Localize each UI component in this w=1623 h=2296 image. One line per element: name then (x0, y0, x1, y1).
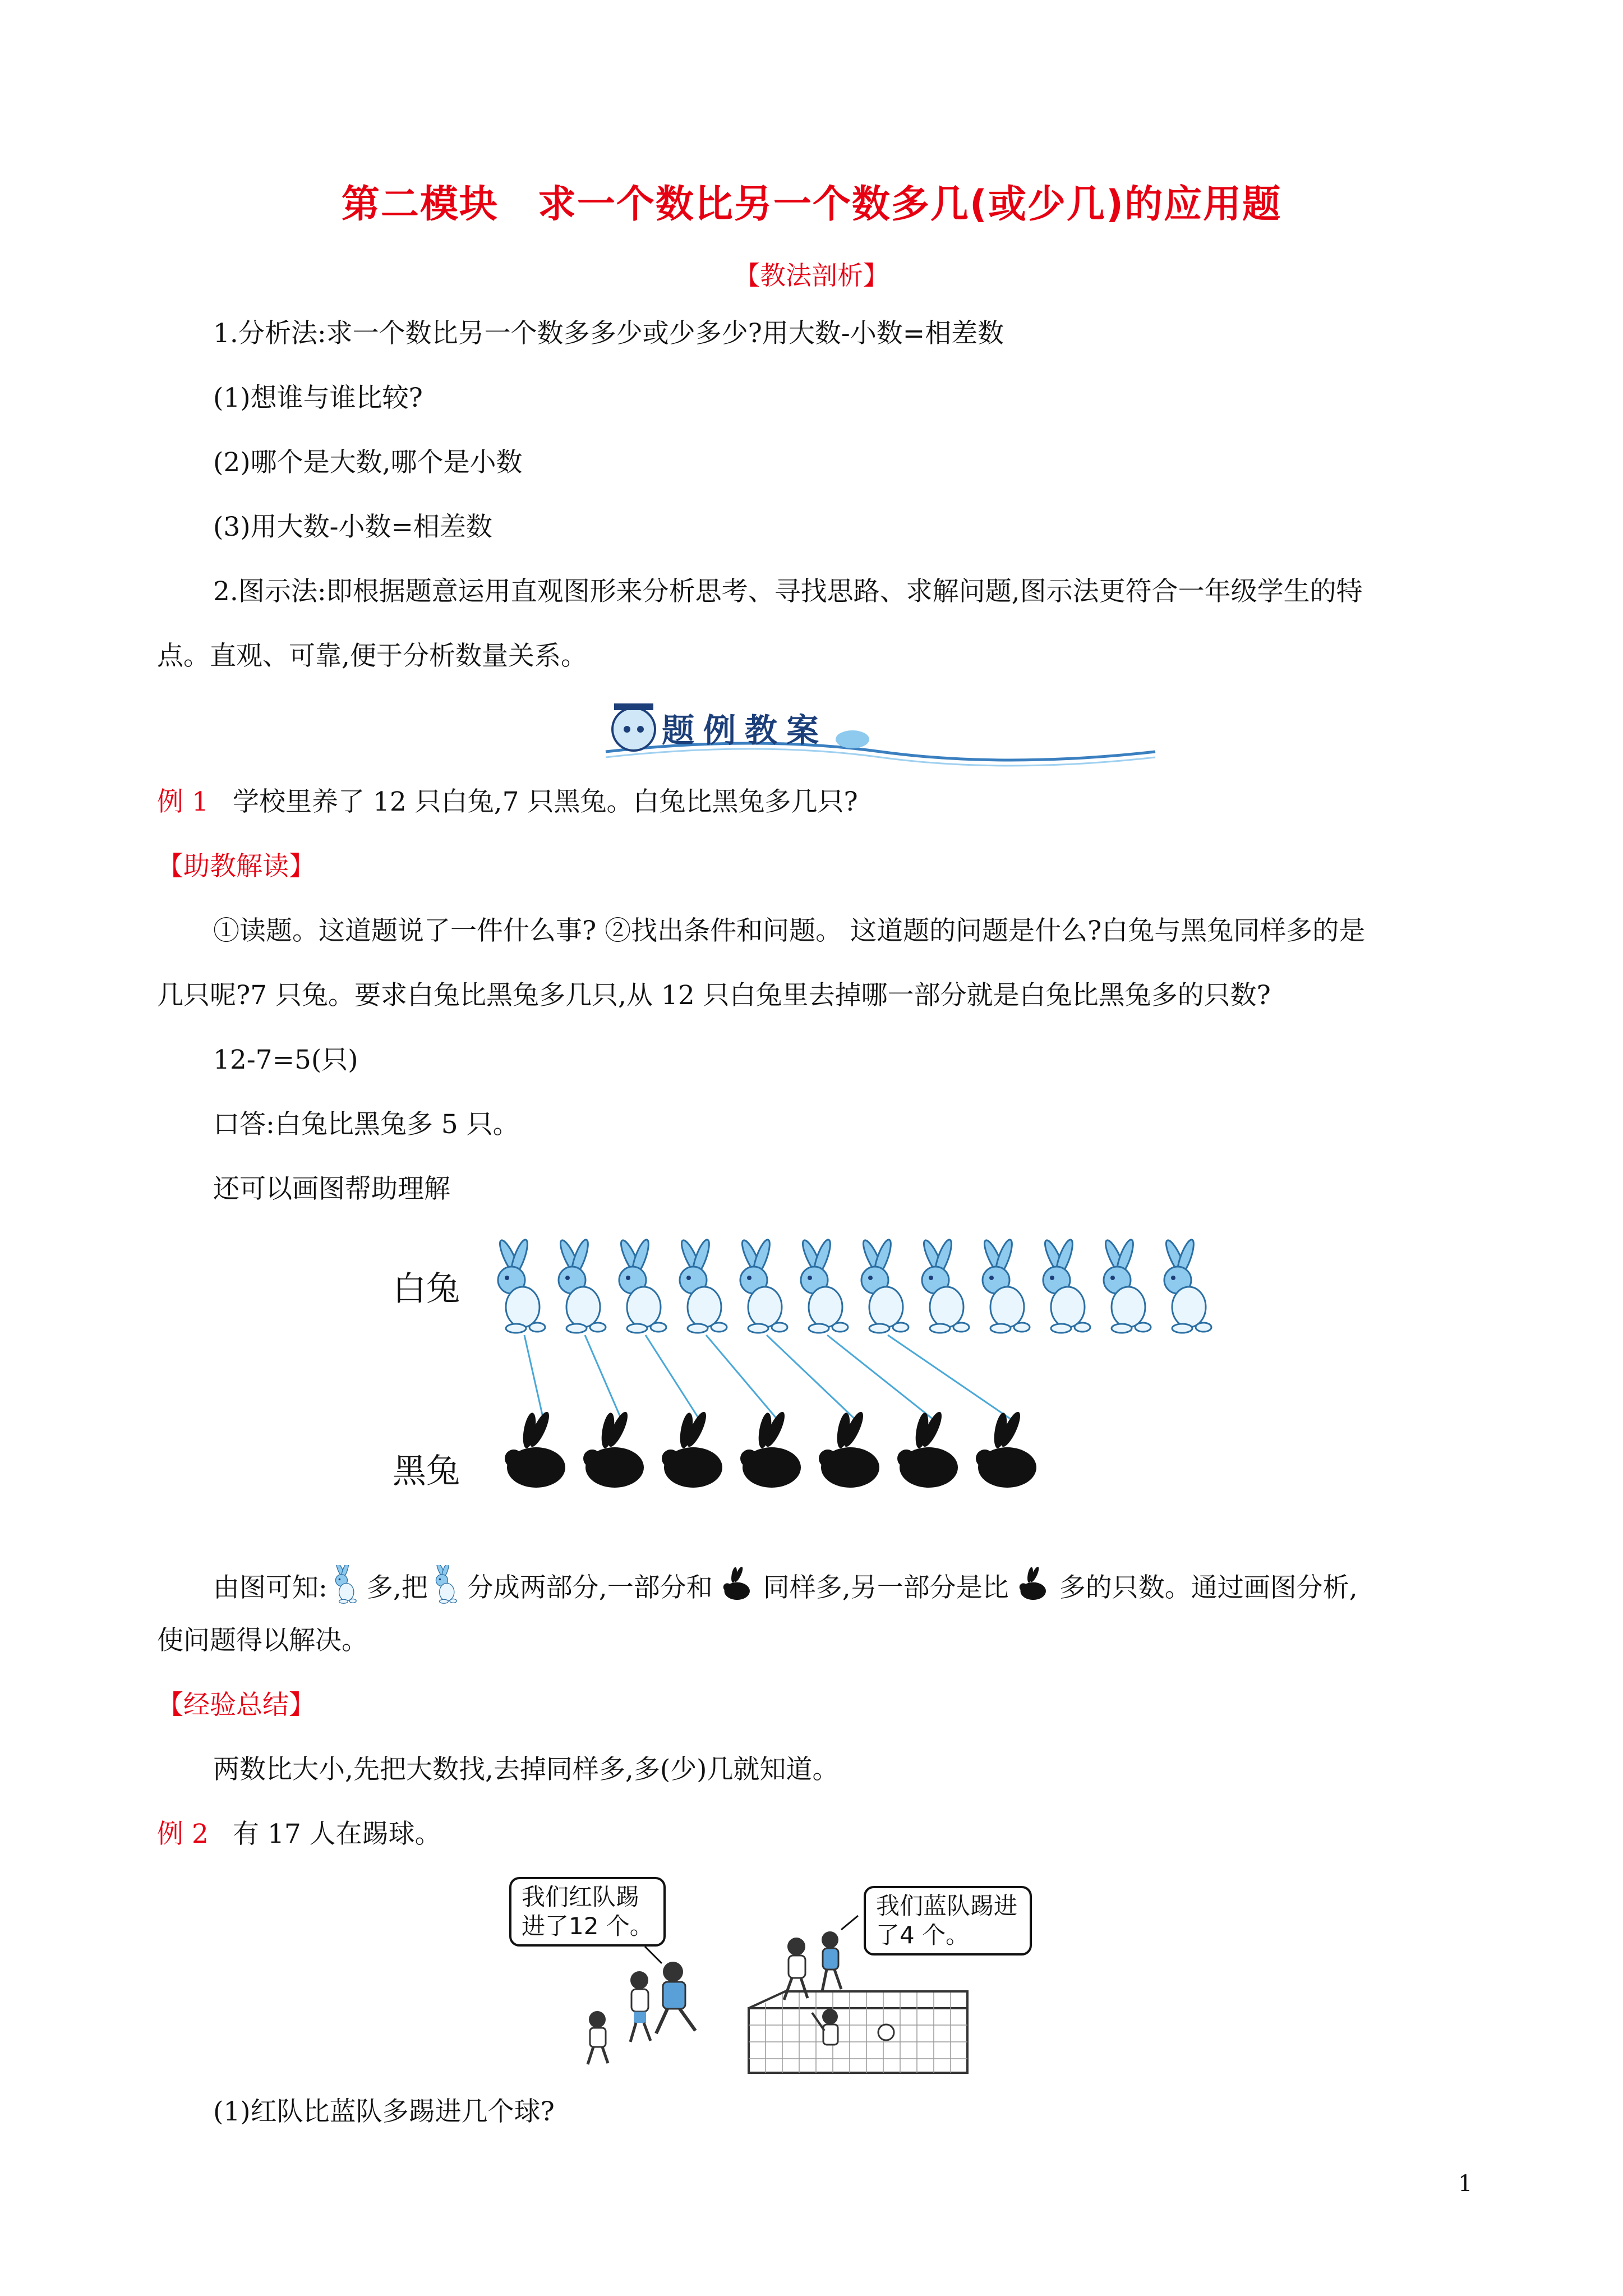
method-section-label: 【教法剖析】 (734, 260, 889, 291)
black-rabbit (819, 1410, 879, 1488)
white-rabbit (496, 1238, 545, 1333)
analysis-part-4: 同样多,另一部分是比 (763, 1572, 1009, 1603)
goal-net-icon (749, 1991, 967, 2073)
example-1-text: 学校里养了 12 只白兔,7 只黑兔。白兔比黑兔多几只? (233, 786, 858, 817)
analysis-line-1 (213, 1565, 1358, 1605)
reading-line-2: 几只呢?7 只兔。要求白兔比黑兔多几只,从 12 只白兔里去掉哪一部分就是白兔比黑兔多的只数? (157, 980, 1271, 1011)
white-rabbit (1163, 1238, 1211, 1333)
white-rabbit (678, 1238, 727, 1333)
white-rabbit (557, 1238, 606, 1333)
analysis-part-2: 多,把 (366, 1572, 428, 1603)
page-number: 1 (1458, 2171, 1473, 2197)
method-paragraph-2-line-2: 点。直观、可靠,便于分析数量关系。 (157, 641, 587, 671)
white-rabbit (981, 1238, 1030, 1333)
black-rabbit-icon (1009, 1565, 1059, 1604)
white-rabbit (799, 1238, 848, 1333)
soccer-illustration (494, 1874, 1032, 2076)
pairing-line (706, 1335, 780, 1422)
mascot-icon (612, 703, 655, 751)
method-step-2: (2)哪个是大数,哪个是小数 (213, 447, 523, 478)
white-rabbit-label: 白兔 (393, 1269, 460, 1309)
black-rabbit-icon (713, 1565, 763, 1604)
black-rabbit (505, 1410, 565, 1488)
example-1-label: 例 1 (157, 786, 209, 817)
blue-team-speech-bubble: 我们蓝队踢进了4 个。 (864, 1886, 1032, 1955)
summary-label: 【经验总结】 (157, 1690, 315, 1720)
analysis-line-2: 使问题得以解决。 (157, 1625, 368, 1656)
reading-line-1: ①读题。这道题说了一件什么事? ②找出条件和问题。 这道题的问题是什么?白兔与黑兔同样多的是 (213, 915, 1366, 946)
method-paragraph-2-line-1: 2.图示法:即根据题意运用直观图形来分析思考、寻找思路、求解问题,图示法更符合一年级学生的特 (213, 576, 1363, 607)
page-title: 第二模块 求一个数比另一个数多几(或少几)的应用题 (341, 182, 1282, 227)
black-rabbit-label: 黑兔 (393, 1452, 460, 1491)
analysis-part-1: 由图可知: (213, 1572, 328, 1603)
diagram-intro: 还可以画图帮助理解 (213, 1174, 450, 1204)
pairing-line (888, 1335, 1015, 1422)
black-rabbit (976, 1410, 1036, 1488)
analysis-part-5: 多的只数。通过画图分析, (1059, 1572, 1358, 1603)
red-team-players (588, 1962, 695, 2064)
black-rabbit-row (505, 1410, 1036, 1488)
white-rabbit (617, 1238, 666, 1333)
black-rabbit (583, 1410, 644, 1488)
white-rabbit-icon (428, 1565, 467, 1604)
players-and-goal (494, 1874, 1032, 2076)
white-rabbit-icon (328, 1565, 367, 1604)
pairing-line (524, 1335, 544, 1422)
white-rabbit (1041, 1238, 1090, 1333)
summary-text: 两数比大小,先把大数找,去掉同样多,多(少)几就知道。 (213, 1754, 839, 1785)
red-team-speech-bubble: 我们红队踢 进了12 个。 (509, 1877, 666, 1947)
method-paragraph-1: 1.分析法:求一个数比另一个数多多少或少多少?用大数-小数=相差数 (213, 318, 1004, 349)
answer: 口答:白兔比黑兔多 5 只。 (213, 1109, 519, 1140)
black-rabbit (897, 1410, 958, 1488)
white-rabbit (739, 1238, 787, 1333)
white-rabbit (920, 1238, 969, 1333)
method-step-3: (3)用大数-小数=相差数 (213, 512, 492, 542)
white-rabbit-row (496, 1238, 1211, 1333)
pairing-line (645, 1335, 701, 1422)
analysis-part-3: 分成两部分,一部分和 (467, 1572, 713, 1603)
rabbit-comparison-diagram (482, 1228, 1267, 1520)
example-2-text: 有 17 人在踢球。 (233, 1819, 441, 1849)
black-rabbit (740, 1410, 801, 1488)
soccer-ball-icon (878, 2024, 894, 2040)
method-step-1: (1)想谁与谁比较? (213, 383, 423, 413)
helper-reading-label: 【助教解读】 (157, 851, 315, 882)
pairing-line (585, 1335, 623, 1422)
formula: 12-7=5(只) (213, 1045, 358, 1075)
pairing-lines (524, 1335, 1015, 1422)
blue-team-players (784, 1931, 841, 2000)
white-rabbit (1102, 1238, 1151, 1333)
question-1: (1)红队比蓝队多踢进几个球? (213, 2096, 555, 2127)
white-rabbit (860, 1238, 909, 1333)
example-2-label: 例 2 (157, 1819, 209, 1849)
cloud-icon (836, 730, 869, 748)
banner-title: 题例教案 (662, 711, 828, 749)
black-rabbit (662, 1410, 722, 1488)
